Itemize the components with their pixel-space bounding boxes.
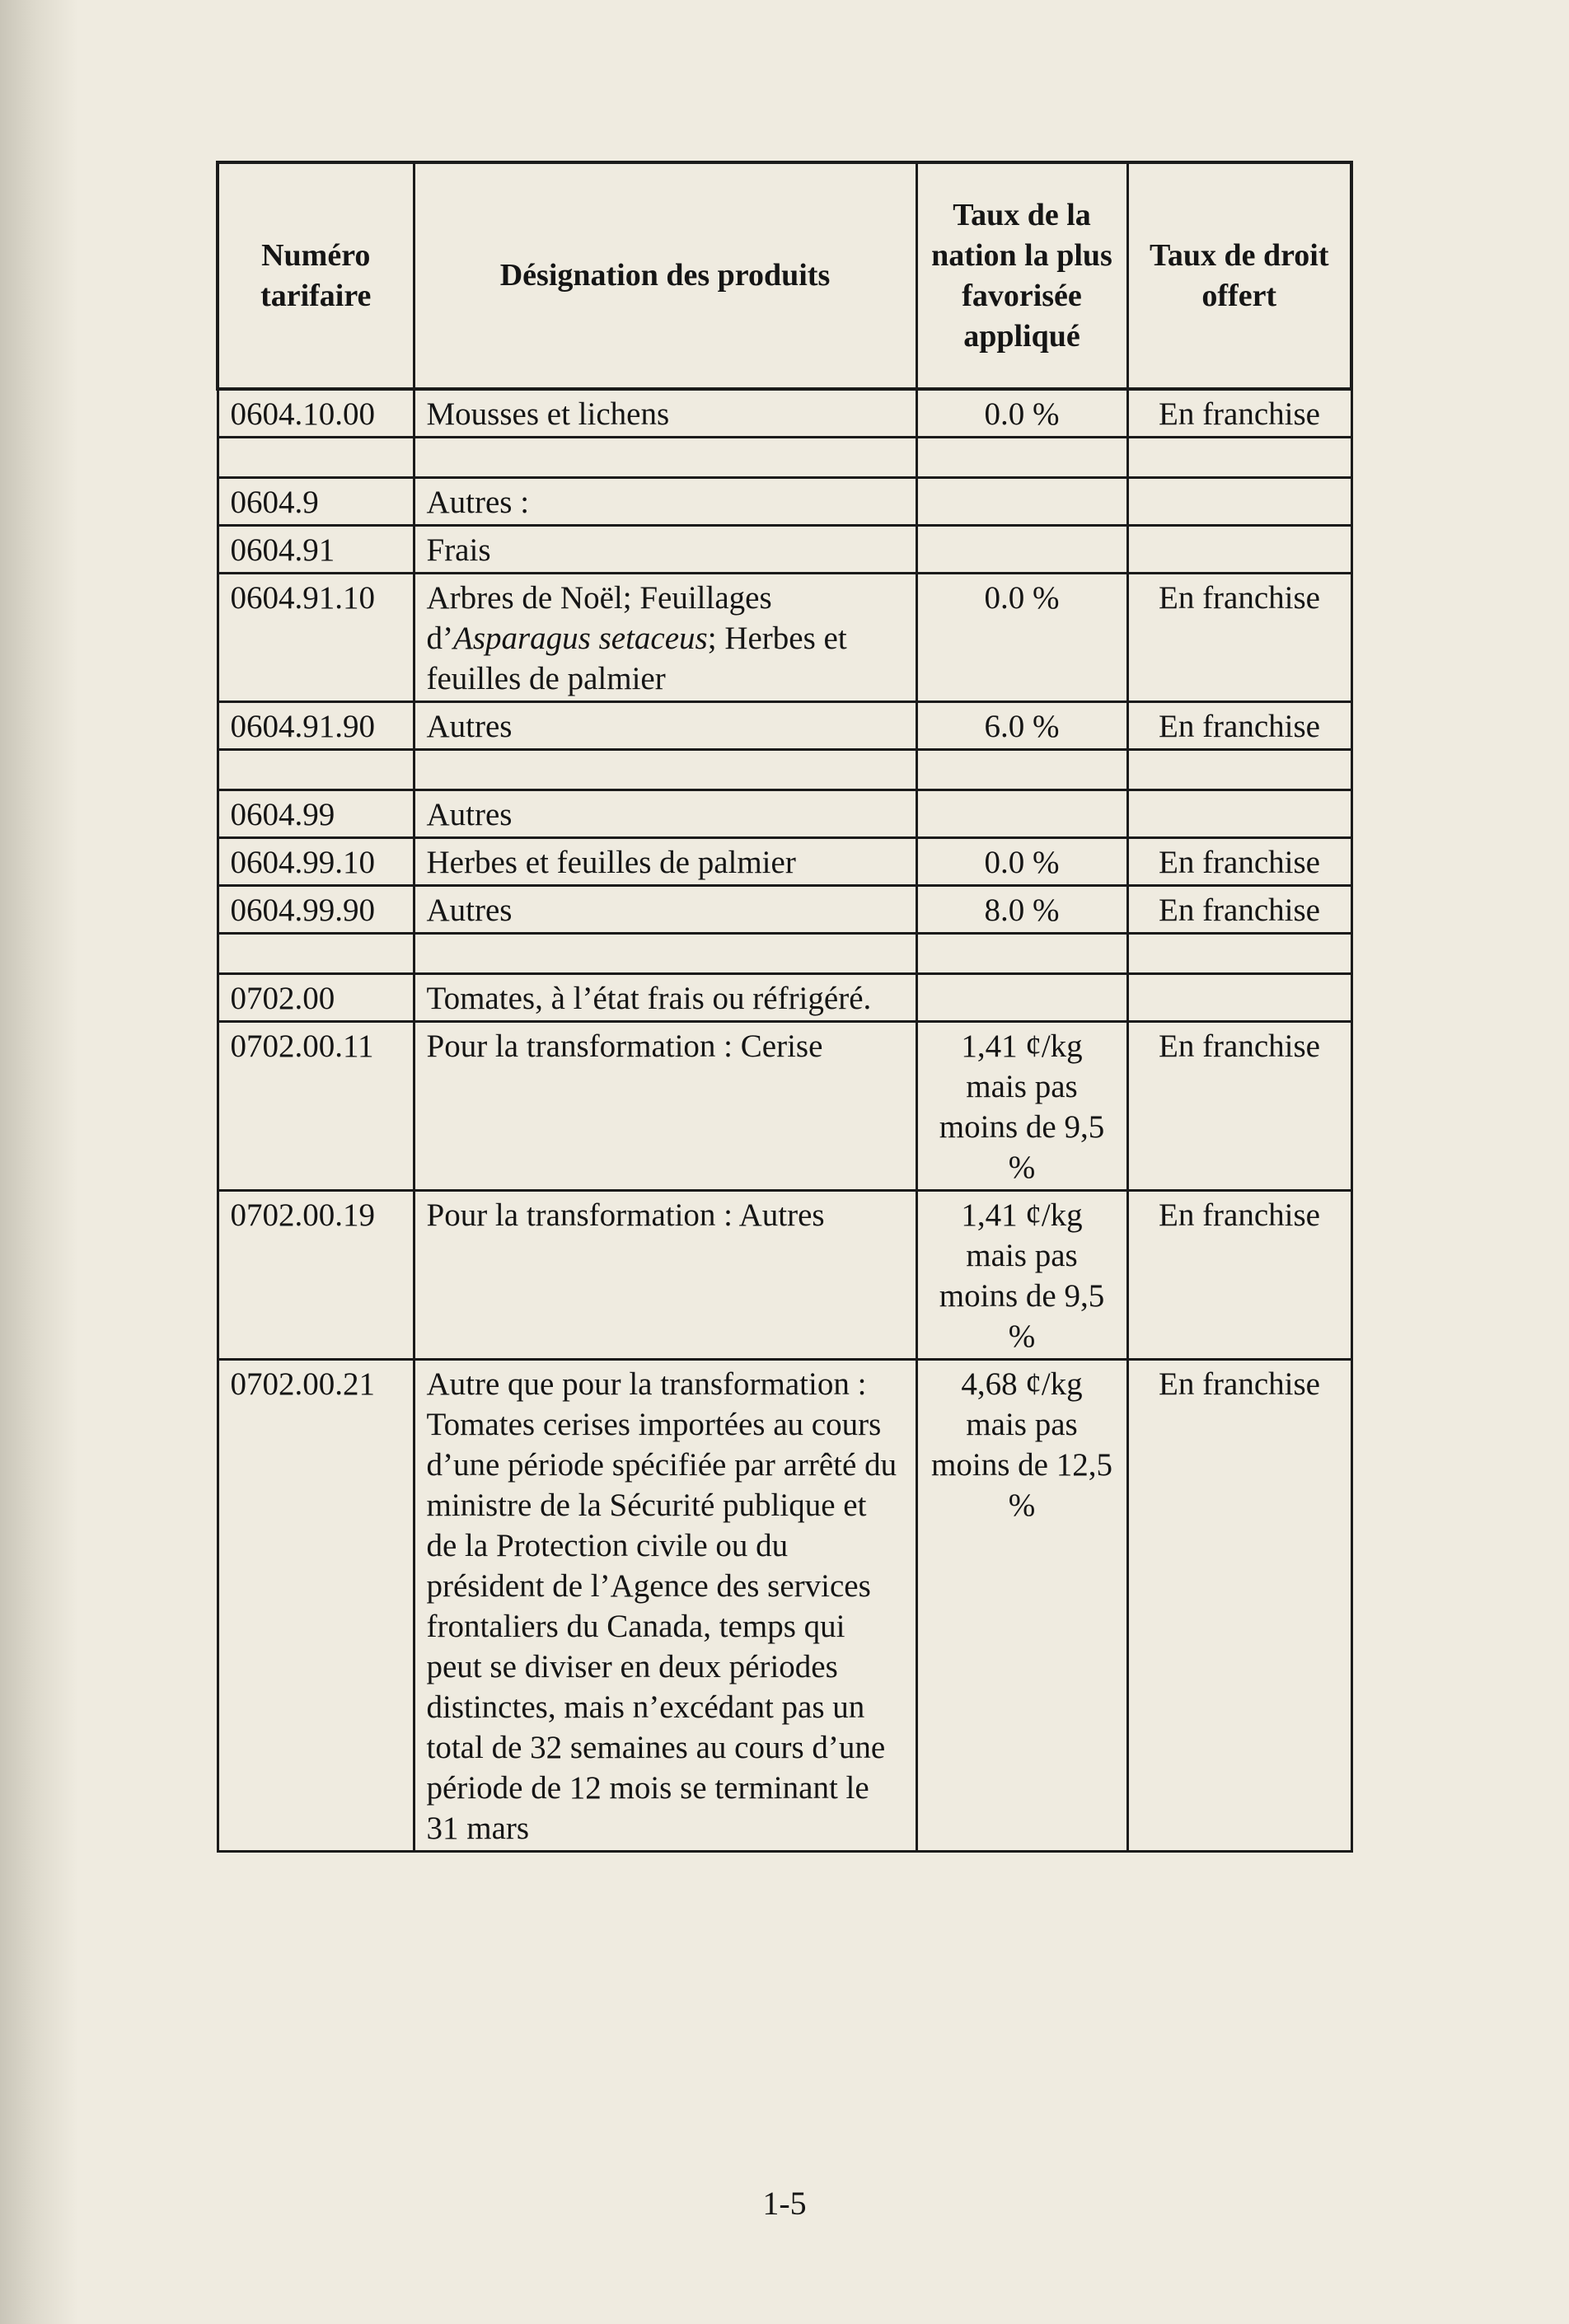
mfn-rate-cell [916, 750, 1127, 790]
mfn-rate-cell [916, 526, 1127, 574]
tariff-table [216, 161, 1353, 1853]
offered-rate-cell: En franchise [1127, 1360, 1351, 1852]
table-row-empty [218, 934, 1351, 974]
tariff-number-cell [218, 438, 414, 478]
mfn-rate-cell: 0.0 % [916, 838, 1127, 886]
tariff-number-cell [218, 750, 414, 790]
offered-rate-cell [1127, 934, 1351, 974]
offered-rate-cell: En franchise [1127, 838, 1351, 886]
description-cell: Herbes et feuilles de palmier [414, 838, 916, 886]
header-offered-rate: Taux de droit offert [1127, 162, 1351, 389]
offered-rate-cell [1127, 526, 1351, 574]
table-row-empty [218, 438, 1351, 478]
description-cell [414, 438, 916, 478]
tariff-number-cell: 0604.10.00 [218, 389, 414, 438]
description-cell: Pour la transformation : Cerise [414, 1022, 916, 1191]
description-cell: Tomates, à l’état frais ou réfrigéré. [414, 974, 916, 1022]
table-row [218, 886, 1351, 934]
description-cell: Autres : [414, 478, 916, 526]
mfn-rate-cell [916, 478, 1127, 526]
mfn-rate-cell: 8.0 % [916, 886, 1127, 934]
mfn-rate-cell: 6.0 % [916, 702, 1127, 750]
tariff-number-cell: 0702.00.19 [218, 1191, 414, 1360]
description-cell [414, 934, 916, 974]
offered-rate-cell [1127, 750, 1351, 790]
offered-rate-cell [1127, 478, 1351, 526]
header-product-description: Désignation des produits [414, 162, 916, 389]
mfn-rate-cell [916, 934, 1127, 974]
table-row [218, 838, 1351, 886]
tariff-number-cell: 0604.91.90 [218, 702, 414, 750]
table-row [218, 389, 1351, 438]
page-binding-shadow [0, 0, 78, 2324]
offered-rate-cell: En franchise [1127, 702, 1351, 750]
description-cell: Autres [414, 886, 916, 934]
table-row [218, 974, 1351, 1022]
page-number: 1-5 [762, 2185, 807, 2222]
table-row [218, 702, 1351, 750]
mfn-rate-cell: 1,41 ¢/kg mais pas moins de 9,5 % [916, 1022, 1127, 1191]
header-mfn-rate: Taux de la nation la plus favorisée appliqué [916, 162, 1127, 389]
table-row [218, 1191, 1351, 1360]
tariff-number-cell: 0604.99.90 [218, 886, 414, 934]
offered-rate-cell: En franchise [1127, 1022, 1351, 1191]
mfn-rate-cell: 4,68 ¢/kg mais pas moins de 12,5 % [916, 1360, 1127, 1852]
tariff-number-cell: 0702.00.11 [218, 1022, 414, 1191]
table-row [218, 1022, 1351, 1191]
mfn-rate-cell: 0.0 % [916, 389, 1127, 438]
tariff-number-cell: 0604.91 [218, 526, 414, 574]
description-text: ; Herbes et feuilles de palmier [426, 621, 847, 696]
description-cell: Frais [414, 526, 916, 574]
tariff-table-container [216, 161, 1350, 1853]
mfn-rate-cell: 1,41 ¢/kg mais pas moins de 9,5 % [916, 1191, 1127, 1360]
tariff-number-cell [218, 934, 414, 974]
offered-rate-cell: En franchise [1127, 389, 1351, 438]
table-header-row [218, 162, 1351, 389]
offered-rate-cell [1127, 974, 1351, 1022]
tariff-number-cell: 0604.99.10 [218, 838, 414, 886]
description-cell [414, 574, 916, 702]
mfn-rate-cell: 0.0 % [916, 574, 1127, 702]
species-name-italic: Asparagus setaceus [453, 621, 708, 656]
description-cell: Autres [414, 790, 916, 838]
tariff-number-cell: 0604.91.10 [218, 574, 414, 702]
mfn-rate-cell [916, 438, 1127, 478]
table-row [218, 574, 1351, 702]
description-text: Arbres de Noël; Feuillages d’ [426, 580, 772, 656]
description-cell: Mousses et lichens [414, 389, 916, 438]
tariff-number-cell: 0604.9 [218, 478, 414, 526]
mfn-rate-cell [916, 790, 1127, 838]
table-row [218, 526, 1351, 574]
mfn-rate-cell [916, 974, 1127, 1022]
tariff-number-cell: 0702.00.21 [218, 1360, 414, 1852]
offered-rate-cell [1127, 438, 1351, 478]
tariff-number-cell: 0702.00 [218, 974, 414, 1022]
offered-rate-cell [1127, 790, 1351, 838]
description-cell: Autre que pour la transformation : Tomates cerises importées au cours d’une période spécifiée par arrêté du ministre de la Sécurité publique et de la Protection civile ou du président de l’Agence des services frontaliers du Canada, temps qui peut se diviser en deux périodes distinctes, mais n’excédant pas un total de 32 semaines au cours d’une période de 12 mois se terminant le 31 mars [414, 1360, 916, 1852]
tariff-number-cell: 0604.99 [218, 790, 414, 838]
description-cell: Autres [414, 702, 916, 750]
description-cell: Pour la transformation : Autres [414, 1191, 916, 1360]
offered-rate-cell: En franchise [1127, 886, 1351, 934]
header-tariff-number: Numéro tarifaire [218, 162, 414, 389]
table-row [218, 478, 1351, 526]
description-cell [414, 750, 916, 790]
table-row [218, 790, 1351, 838]
offered-rate-cell: En franchise [1127, 1191, 1351, 1360]
offered-rate-cell: En franchise [1127, 574, 1351, 702]
table-row-empty [218, 750, 1351, 790]
table-row [218, 1360, 1351, 1852]
